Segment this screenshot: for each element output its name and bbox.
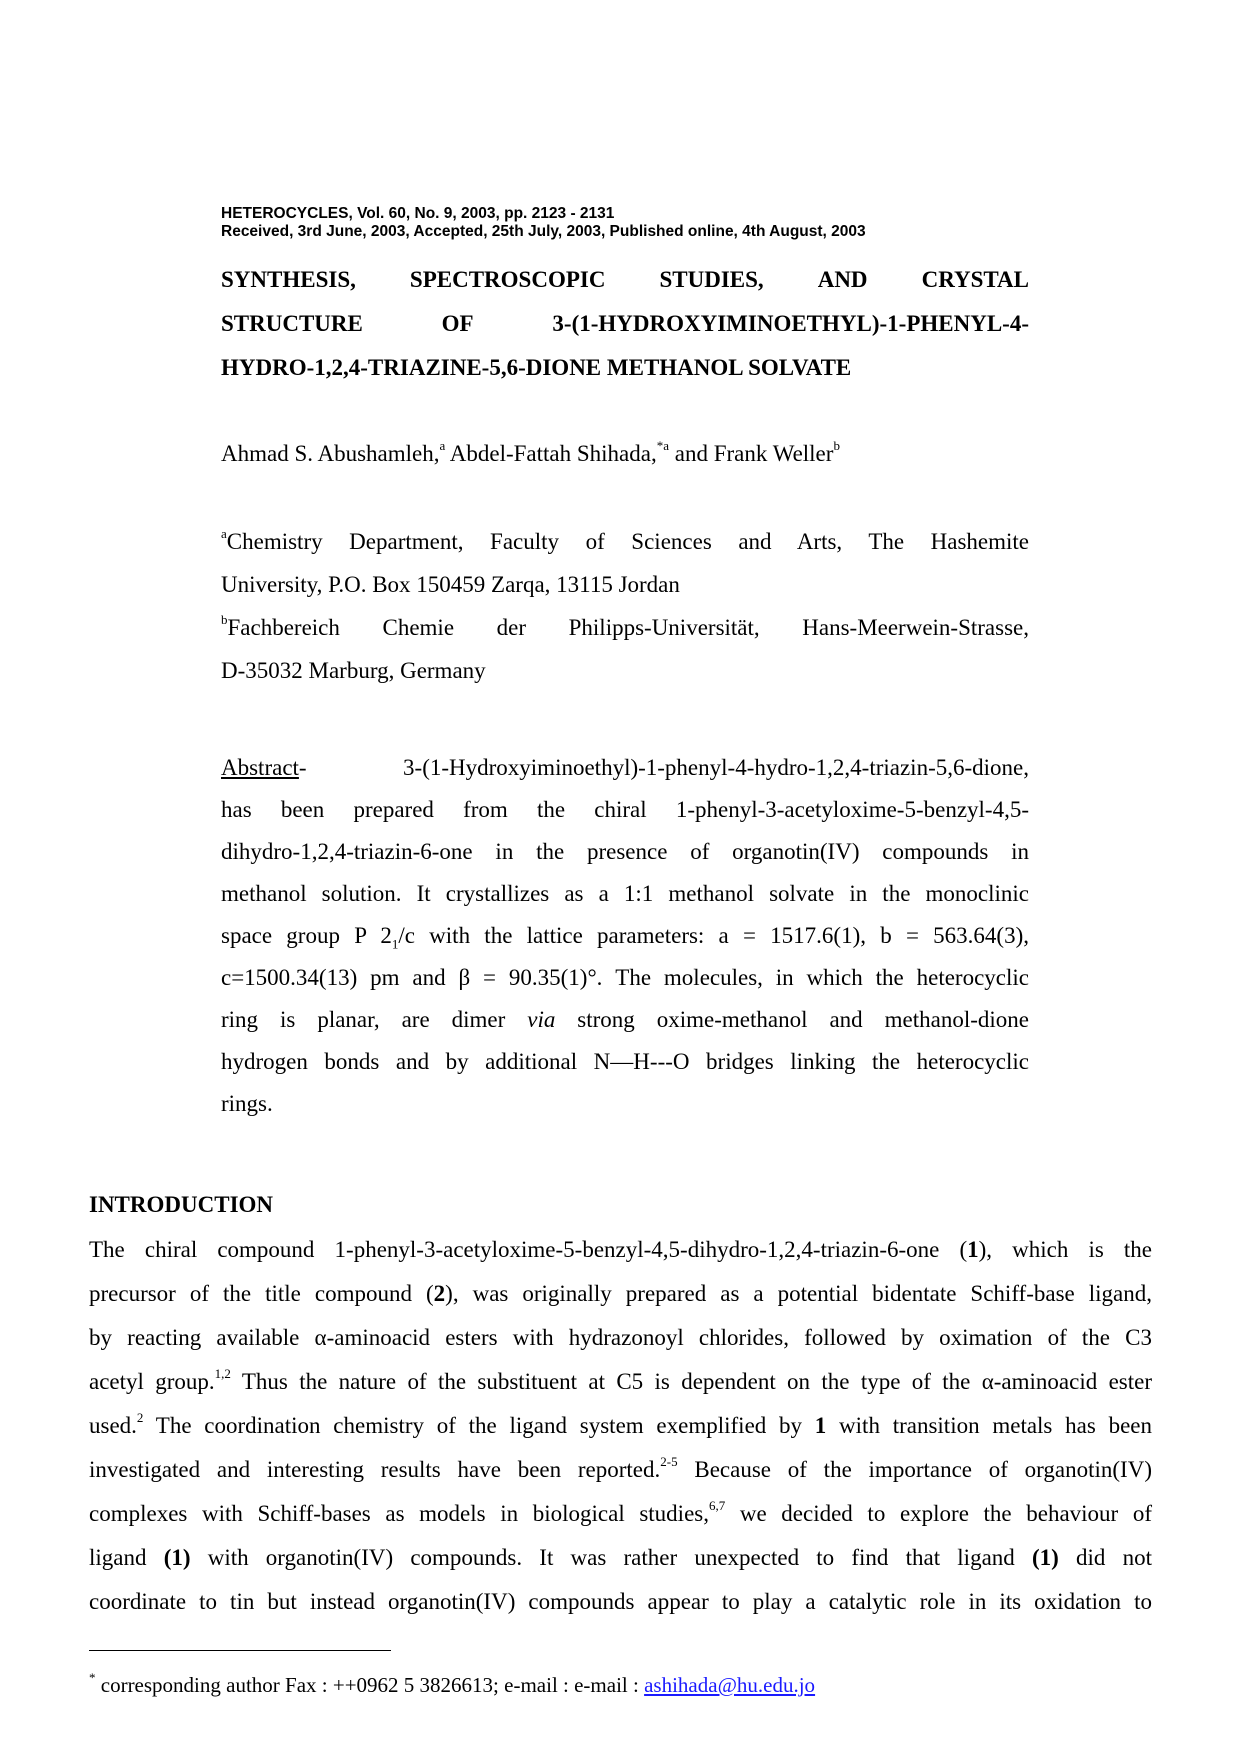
affiliation-a-line-1: $^a$Chemistry Department, Faculty of Sciences and Arts, The Hashemite bbox=[221, 526, 1029, 554]
journal-citation: HETEROCYCLES, Vol. 60, No. 9, 2003, pp. 2123 - 2131 bbox=[221, 205, 615, 222]
intro-line: precursor of the title compound (2), was originally prepared as a potential bidentate Schiff-base ligand, bbox=[89, 1281, 1152, 1306]
affiliation-b-line-2: D-35032 Marburg, Germany bbox=[221, 658, 486, 683]
abstract-line: space group P $2_1/c$ with the lattice parameters: a = 1517.6(1), b = 563.64(3), bbox=[221, 923, 1029, 952]
intro-line: acetyl group.$^{1,2}$ Thus the nature of the substituent at C5 is dependent on the type of the α-aminoacid ester bbox=[89, 1366, 1152, 1394]
abstract-line: Abstract- 3-(1-Hydroxyiminoethyl)-1-phenyl-4-hydro-1,2,4-triazin-5,6-dione, bbox=[221, 755, 1029, 780]
abstract-line: ring is planar, are dimer via strong oxime-methanol and methanol-dione bbox=[221, 1007, 1029, 1032]
affiliations bbox=[221, 520, 1029, 692]
email-link[interactable]: ashihada@hu.edu.jo bbox=[644, 1673, 816, 1697]
affiliation-a-line-2: University, P.O. Box 150459 Zarqa, 13115 Jordan bbox=[221, 572, 680, 597]
footnote-corresponding-author: * corresponding author Fax : ++0962 5 3826613; e-mail : e-mail : ashihada@hu.edu.jo bbox=[89, 1670, 816, 1697]
paper-title bbox=[221, 258, 1029, 390]
intro-line: by reacting available α-aminoacid esters with hydrazonoyl chlorides, followed by oximation of the C3 bbox=[89, 1325, 1152, 1350]
abstract-line: c=1500.34(13) pm and β = 90.35(1)°. The molecules, in which the heterocyclic bbox=[221, 965, 1029, 990]
abstract-line: has been prepared from the chiral 1-phenyl-3-acetyloxime-5-benzyl-4,5- bbox=[221, 797, 1029, 822]
intro-line: complexes with Schiff-bases as models in biological studies,$^{6,7}$ we decided to explore the behaviour of bbox=[89, 1498, 1153, 1526]
title-line-1: SYNTHESIS, SPECTROSCOPIC STUDIES, AND CRYSTAL bbox=[221, 267, 1029, 292]
title-line-3: HYDRO-1,2,4-TRIAZINE-5,6-DIONE METHANOL SOLVATE bbox=[221, 355, 852, 380]
affiliation-b-line-1: $^b$Fachbereich Chemie der Philipps-Universität, Hans-Meerwein-Strasse, bbox=[221, 612, 1029, 640]
section-heading-introduction: INTRODUCTION bbox=[89, 1192, 274, 1217]
journal-header bbox=[221, 205, 866, 241]
title-line-2: STRUCTURE OF 3-(1-HYDROXYIMINOETHYL)-1-PHENYL-4- bbox=[221, 311, 1029, 336]
abstract-line: hydrogen bonds and by additional N―H---O bridges linking the heterocyclic bbox=[221, 1049, 1029, 1074]
intro-line: investigated and interesting results have been reported.$^{2-5}$ Because of the importance of organotin(IV) bbox=[89, 1454, 1152, 1482]
footnote-divider bbox=[89, 1650, 391, 1651]
intro-line: coordinate to tin but instead organotin(IV) compounds appear to play a catalytic role in its oxidation to bbox=[89, 1589, 1152, 1614]
intro-line: used.$^2$ The coordination chemistry of the ligand system exemplified by 1 with transition metals has been bbox=[89, 1410, 1152, 1438]
author-list: Ahmad S. Abushamleh,$^a$ Abdel-Fattah Shihada,$^{*a}$ and Frank Weller$^b$ bbox=[221, 438, 840, 466]
introduction-body bbox=[89, 1228, 1152, 1624]
abstract bbox=[221, 747, 1029, 1125]
abstract-line: methanol solution. It crystallizes as a 1:1 methanol solvate in the monoclinic bbox=[221, 881, 1029, 906]
intro-line: ligand (1) with organotin(IV) compounds. It was rather unexpected to find that ligand (1) did not bbox=[89, 1545, 1152, 1570]
abstract-line: rings. bbox=[221, 1091, 273, 1116]
abstract-label: Abstract bbox=[221, 755, 299, 780]
intro-line: The chiral compound 1-phenyl-3-acetyloxime-5-benzyl-4,5-dihydro-1,2,4-triazin-6-one (1), which is the bbox=[89, 1237, 1152, 1262]
abstract-line: dihydro-1,2,4-triazin-6-one in the presence of organotin(IV) compounds in bbox=[221, 839, 1029, 864]
journal-dates: Received, 3rd June, 2003, Accepted, 25th July, 2003, Published online, 4th August, 2003 bbox=[221, 223, 866, 240]
